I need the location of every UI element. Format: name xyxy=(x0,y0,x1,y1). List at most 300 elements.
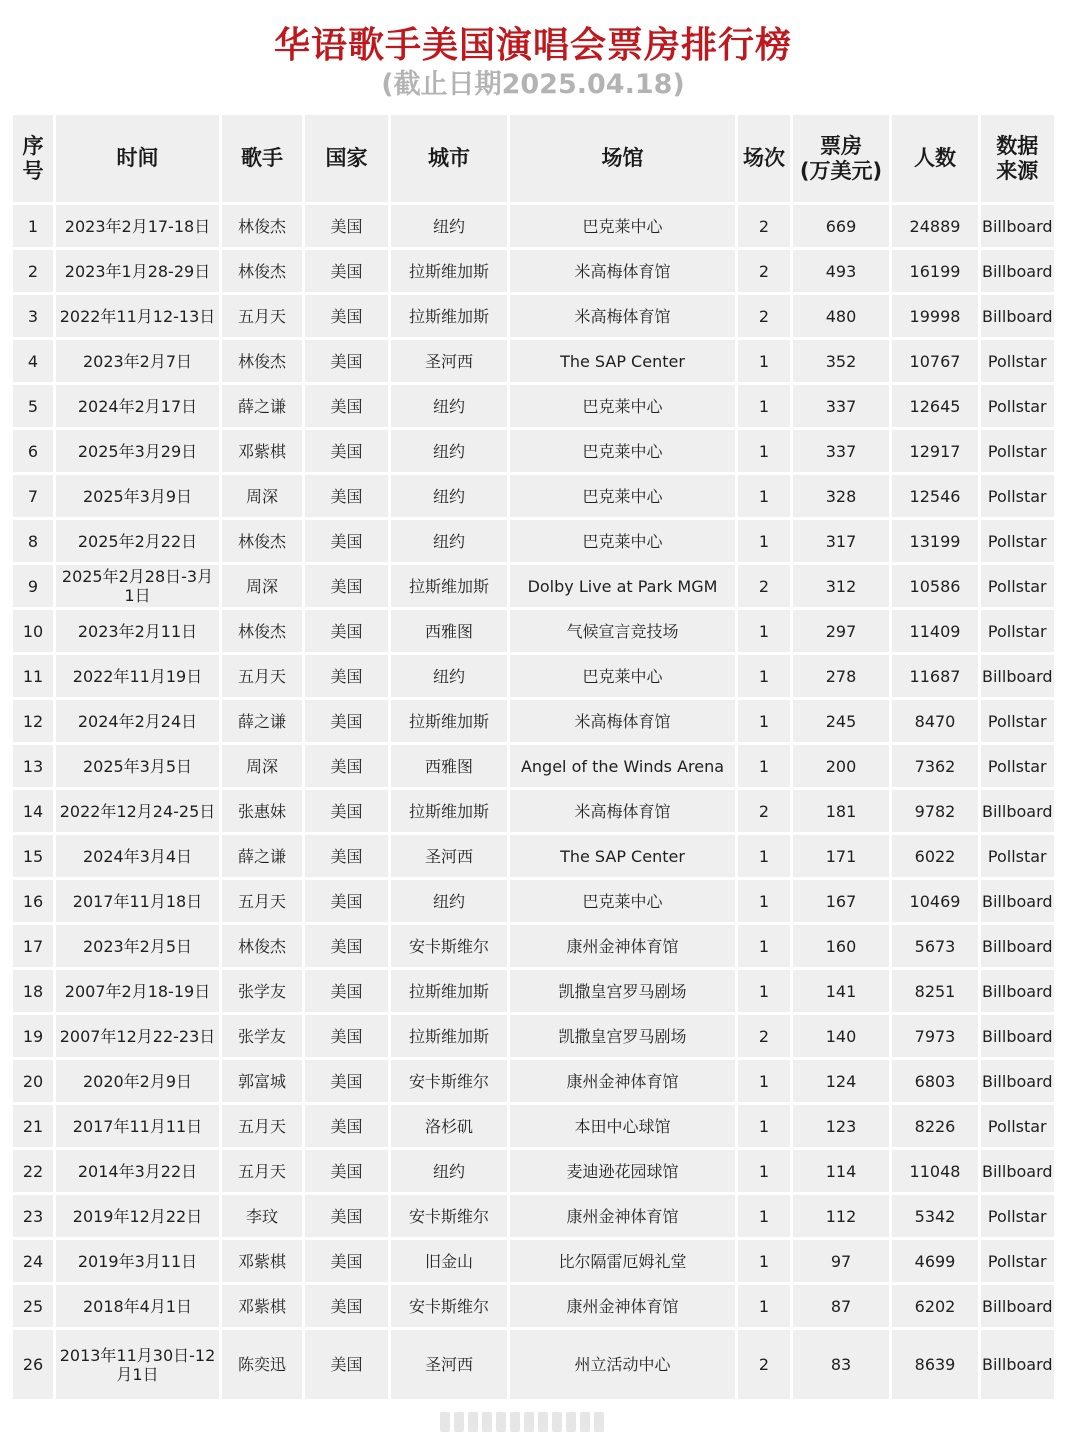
cell-attendance: 5673 xyxy=(892,925,978,967)
cell-source: Pollstar xyxy=(981,835,1054,877)
cell-index: 25 xyxy=(13,1285,53,1327)
cell-shows: 1 xyxy=(738,835,790,877)
cell-attendance: 6022 xyxy=(892,835,978,877)
cell-source: Pollstar xyxy=(981,1240,1054,1282)
cell-index: 17 xyxy=(13,925,53,967)
table-row xyxy=(13,655,1054,697)
cell-shows: 1 xyxy=(738,340,790,382)
cell-date: 2023年2月17-18日 xyxy=(56,205,219,247)
cell-index: 2 xyxy=(13,250,53,292)
cell-venue: Dolby Live at Park MGM xyxy=(510,565,735,607)
cell-gross: 312 xyxy=(793,565,889,607)
cell-venue: The SAP Center xyxy=(510,340,735,382)
cell-city: 纽约 xyxy=(391,520,507,562)
cell-date: 2023年2月7日 xyxy=(56,340,219,382)
cell-country: 美国 xyxy=(305,970,388,1012)
cell-date: 2024年2月17日 xyxy=(56,385,219,427)
cell-date: 2022年12月24-25日 xyxy=(56,790,219,832)
cell-index: 4 xyxy=(13,340,53,382)
cell-country: 美国 xyxy=(305,1195,388,1237)
cell-singer: 郭富城 xyxy=(222,1060,302,1102)
cell-country: 美国 xyxy=(305,610,388,652)
cell-date: 2013年11月30日-12月1日 xyxy=(56,1330,219,1399)
cell-gross: 171 xyxy=(793,835,889,877)
cell-attendance: 10767 xyxy=(892,340,978,382)
cell-shows: 2 xyxy=(738,295,790,337)
cell-shows: 1 xyxy=(738,880,790,922)
cell-singer: 五月天 xyxy=(222,1150,302,1192)
cell-city: 旧金山 xyxy=(391,1240,507,1282)
cell-country: 美国 xyxy=(305,520,388,562)
cell-singer: 张学友 xyxy=(222,1015,302,1057)
header-gross: 票房 (万美元) xyxy=(793,115,889,202)
cell-shows: 1 xyxy=(738,1195,790,1237)
cell-date: 2024年2月24日 xyxy=(56,700,219,742)
cell-source: Billboard xyxy=(981,1060,1054,1102)
cell-shows: 1 xyxy=(738,925,790,967)
cell-city: 纽约 xyxy=(391,430,507,472)
table-row xyxy=(13,1015,1054,1057)
cell-source: Billboard xyxy=(981,1015,1054,1057)
cell-city: 纽约 xyxy=(391,205,507,247)
table-row xyxy=(13,340,1054,382)
cell-index: 3 xyxy=(13,295,53,337)
cell-date: 2025年3月9日 xyxy=(56,475,219,517)
cell-attendance: 6202 xyxy=(892,1285,978,1327)
table-row xyxy=(13,1240,1054,1282)
header-attendance: 人数 xyxy=(892,115,978,202)
cell-venue: 巴克莱中心 xyxy=(510,520,735,562)
cell-country: 美国 xyxy=(305,655,388,697)
cell-source: Pollstar xyxy=(981,610,1054,652)
cell-venue: 康州金神体育馆 xyxy=(510,1060,735,1102)
cell-shows: 1 xyxy=(738,385,790,427)
cell-city: 洛杉矶 xyxy=(391,1105,507,1147)
cell-index: 15 xyxy=(13,835,53,877)
cell-date: 2018年4月1日 xyxy=(56,1285,219,1327)
cell-source: Pollstar xyxy=(981,745,1054,787)
cell-index: 1 xyxy=(13,205,53,247)
cell-source: Billboard xyxy=(981,655,1054,697)
cell-venue: 米高梅体育馆 xyxy=(510,295,735,337)
cell-shows: 2 xyxy=(738,1015,790,1057)
table-row xyxy=(13,790,1054,832)
cell-date: 2017年11月11日 xyxy=(56,1105,219,1147)
cell-date: 2023年2月5日 xyxy=(56,925,219,967)
cell-date: 2025年2月28日-3月1日 xyxy=(56,565,219,607)
cell-gross: 140 xyxy=(793,1015,889,1057)
cell-source: Billboard xyxy=(981,205,1054,247)
cell-venue: 巴克莱中心 xyxy=(510,385,735,427)
cell-date: 2022年11月19日 xyxy=(56,655,219,697)
cell-city: 纽约 xyxy=(391,1150,507,1192)
cell-shows: 1 xyxy=(738,520,790,562)
cell-country: 美国 xyxy=(305,1285,388,1327)
table-row xyxy=(13,205,1054,247)
cell-country: 美国 xyxy=(305,250,388,292)
cell-gross: 352 xyxy=(793,340,889,382)
cell-singer: 张学友 xyxy=(222,970,302,1012)
cell-shows: 1 xyxy=(738,745,790,787)
cell-city: 安卡斯维尔 xyxy=(391,1060,507,1102)
cell-source: Billboard xyxy=(981,295,1054,337)
cell-attendance: 4699 xyxy=(892,1240,978,1282)
cell-city: 圣河西 xyxy=(391,340,507,382)
cell-country: 美国 xyxy=(305,880,388,922)
cell-venue: 康州金神体育馆 xyxy=(510,925,735,967)
cell-gross: 337 xyxy=(793,385,889,427)
cell-attendance: 13199 xyxy=(892,520,978,562)
cell-index: 16 xyxy=(13,880,53,922)
cell-venue: 麦迪逊花园球馆 xyxy=(510,1150,735,1192)
cell-index: 22 xyxy=(13,1150,53,1192)
cell-singer: 五月天 xyxy=(222,1105,302,1147)
header-venue: 场馆 xyxy=(510,115,735,202)
cell-attendance: 7362 xyxy=(892,745,978,787)
cell-singer: 五月天 xyxy=(222,295,302,337)
cell-singer: 林俊杰 xyxy=(222,610,302,652)
cell-attendance: 11409 xyxy=(892,610,978,652)
cell-attendance: 6803 xyxy=(892,1060,978,1102)
cell-attendance: 12546 xyxy=(892,475,978,517)
cell-index: 11 xyxy=(13,655,53,697)
cell-singer: 林俊杰 xyxy=(222,250,302,292)
cell-attendance: 7973 xyxy=(892,1015,978,1057)
box-office-table xyxy=(10,112,1057,1402)
table-row xyxy=(13,745,1054,787)
cell-shows: 1 xyxy=(738,970,790,1012)
table-row xyxy=(13,565,1054,607)
cell-country: 美国 xyxy=(305,205,388,247)
cell-gross: 669 xyxy=(793,205,889,247)
cell-shows: 1 xyxy=(738,610,790,652)
cell-attendance: 8470 xyxy=(892,700,978,742)
cell-shows: 1 xyxy=(738,1060,790,1102)
table-row xyxy=(13,835,1054,877)
cell-shows: 2 xyxy=(738,1330,790,1399)
cell-shows: 1 xyxy=(738,475,790,517)
cell-attendance: 16199 xyxy=(892,250,978,292)
cell-city: 安卡斯维尔 xyxy=(391,1285,507,1327)
cell-city: 纽约 xyxy=(391,880,507,922)
cell-source: Billboard xyxy=(981,1150,1054,1192)
cell-singer: 薛之谦 xyxy=(222,700,302,742)
cell-index: 23 xyxy=(13,1195,53,1237)
cell-gross: 245 xyxy=(793,700,889,742)
cell-singer: 林俊杰 xyxy=(222,205,302,247)
table-header-row xyxy=(13,115,1054,202)
cell-venue: 米高梅体育馆 xyxy=(510,250,735,292)
cell-venue: 康州金神体育馆 xyxy=(510,1195,735,1237)
cell-date: 2007年2月18-19日 xyxy=(56,970,219,1012)
cell-shows: 2 xyxy=(738,250,790,292)
cell-country: 美国 xyxy=(305,1330,388,1399)
cell-gross: 160 xyxy=(793,925,889,967)
cell-attendance: 8639 xyxy=(892,1330,978,1399)
cell-gross: 337 xyxy=(793,430,889,472)
cell-attendance: 10586 xyxy=(892,565,978,607)
cell-venue: 巴克莱中心 xyxy=(510,475,735,517)
cell-source: Billboard xyxy=(981,925,1054,967)
cell-attendance: 24889 xyxy=(892,205,978,247)
cell-source: Pollstar xyxy=(981,385,1054,427)
cell-index: 9 xyxy=(13,565,53,607)
cell-index: 21 xyxy=(13,1105,53,1147)
cell-index: 7 xyxy=(13,475,53,517)
cell-gross: 278 xyxy=(793,655,889,697)
cell-source: Billboard xyxy=(981,790,1054,832)
watermark-bar xyxy=(440,1412,630,1434)
cell-country: 美国 xyxy=(305,430,388,472)
cell-gross: 167 xyxy=(793,880,889,922)
cell-attendance: 11687 xyxy=(892,655,978,697)
table-row xyxy=(13,700,1054,742)
cell-gross: 480 xyxy=(793,295,889,337)
cell-shows: 1 xyxy=(738,1150,790,1192)
cell-shows: 1 xyxy=(738,1240,790,1282)
table-row xyxy=(13,1060,1054,1102)
cell-venue: 米高梅体育馆 xyxy=(510,790,735,832)
cell-shows: 2 xyxy=(738,790,790,832)
table-row xyxy=(13,1105,1054,1147)
header-index: 序号 xyxy=(13,115,53,202)
cell-gross: 83 xyxy=(793,1330,889,1399)
cell-source: Billboard xyxy=(981,1330,1054,1399)
cell-source: Pollstar xyxy=(981,700,1054,742)
table-row xyxy=(13,385,1054,427)
cell-source: Pollstar xyxy=(981,340,1054,382)
cell-gross: 112 xyxy=(793,1195,889,1237)
table-row xyxy=(13,430,1054,472)
cell-city: 拉斯维加斯 xyxy=(391,700,507,742)
cell-source: Pollstar xyxy=(981,565,1054,607)
header-city: 城市 xyxy=(391,115,507,202)
header-country: 国家 xyxy=(305,115,388,202)
cell-country: 美国 xyxy=(305,835,388,877)
cell-shows: 2 xyxy=(738,205,790,247)
cell-date: 2025年3月29日 xyxy=(56,430,219,472)
header-source: 数据 来源 xyxy=(981,115,1054,202)
cell-source: Billboard xyxy=(981,1285,1054,1327)
cell-source: Billboard xyxy=(981,250,1054,292)
cell-gross: 200 xyxy=(793,745,889,787)
cell-city: 拉斯维加斯 xyxy=(391,1015,507,1057)
cell-venue: 凯撒皇宫罗马剧场 xyxy=(510,970,735,1012)
cell-city: 圣河西 xyxy=(391,1330,507,1399)
cell-country: 美国 xyxy=(305,745,388,787)
cell-attendance: 8226 xyxy=(892,1105,978,1147)
cell-venue: The SAP Center xyxy=(510,835,735,877)
cell-attendance: 9782 xyxy=(892,790,978,832)
cell-gross: 317 xyxy=(793,520,889,562)
cell-city: 拉斯维加斯 xyxy=(391,565,507,607)
cell-shows: 1 xyxy=(738,430,790,472)
cell-attendance: 8251 xyxy=(892,970,978,1012)
cell-singer: 五月天 xyxy=(222,880,302,922)
cell-country: 美国 xyxy=(305,700,388,742)
cell-country: 美国 xyxy=(305,1240,388,1282)
table-row xyxy=(13,1195,1054,1237)
cell-venue: 康州金神体育馆 xyxy=(510,1285,735,1327)
cell-shows: 1 xyxy=(738,655,790,697)
cell-gross: 124 xyxy=(793,1060,889,1102)
cell-source: Pollstar xyxy=(981,1105,1054,1147)
cell-gross: 123 xyxy=(793,1105,889,1147)
cell-date: 2023年1月28-29日 xyxy=(56,250,219,292)
cell-singer: 周深 xyxy=(222,475,302,517)
cell-date: 2025年3月5日 xyxy=(56,745,219,787)
page-title: 华语歌手美国演唱会票房排行榜 xyxy=(273,25,792,66)
cell-city: 圣河西 xyxy=(391,835,507,877)
table-row xyxy=(13,1150,1054,1192)
cell-date: 2025年2月22日 xyxy=(56,520,219,562)
cell-city: 拉斯维加斯 xyxy=(391,250,507,292)
table-row xyxy=(13,250,1054,292)
cell-gross: 297 xyxy=(793,610,889,652)
cell-attendance: 12645 xyxy=(892,385,978,427)
cell-index: 20 xyxy=(13,1060,53,1102)
cell-country: 美国 xyxy=(305,1105,388,1147)
cell-country: 美国 xyxy=(305,790,388,832)
cell-source: Billboard xyxy=(981,880,1054,922)
cell-gross: 328 xyxy=(793,475,889,517)
page-subtitle: (截止日期2025.04.18) xyxy=(381,69,685,100)
cell-singer: 薛之谦 xyxy=(222,835,302,877)
cell-shows: 1 xyxy=(738,1285,790,1327)
cell-index: 13 xyxy=(13,745,53,787)
cell-index: 14 xyxy=(13,790,53,832)
cell-source: Pollstar xyxy=(981,475,1054,517)
cell-country: 美国 xyxy=(305,1015,388,1057)
cell-date: 2024年3月4日 xyxy=(56,835,219,877)
cell-gross: 181 xyxy=(793,790,889,832)
cell-singer: 张惠妹 xyxy=(222,790,302,832)
cell-index: 26 xyxy=(13,1330,53,1399)
cell-attendance: 11048 xyxy=(892,1150,978,1192)
cell-city: 拉斯维加斯 xyxy=(391,790,507,832)
cell-source: Pollstar xyxy=(981,520,1054,562)
table-row xyxy=(13,520,1054,562)
cell-date: 2019年12月22日 xyxy=(56,1195,219,1237)
cell-date: 2022年11月12-13日 xyxy=(56,295,219,337)
table-body xyxy=(13,205,1054,1399)
cell-city: 拉斯维加斯 xyxy=(391,970,507,1012)
cell-singer: 薛之谦 xyxy=(222,385,302,427)
cell-singer: 邓紫棋 xyxy=(222,430,302,472)
cell-source: Pollstar xyxy=(981,1195,1054,1237)
cell-singer: 李玟 xyxy=(222,1195,302,1237)
cell-gross: 141 xyxy=(793,970,889,1012)
cell-singer: 周深 xyxy=(222,565,302,607)
cell-city: 纽约 xyxy=(391,655,507,697)
cell-attendance: 5342 xyxy=(892,1195,978,1237)
cell-index: 12 xyxy=(13,700,53,742)
cell-country: 美国 xyxy=(305,340,388,382)
cell-gross: 493 xyxy=(793,250,889,292)
cell-index: 18 xyxy=(13,970,53,1012)
cell-venue: 州立活动中心 xyxy=(510,1330,735,1399)
cell-venue: 凯撒皇宫罗马剧场 xyxy=(510,1015,735,1057)
cell-venue: 巴克莱中心 xyxy=(510,205,735,247)
cell-city: 安卡斯维尔 xyxy=(391,1195,507,1237)
table-row xyxy=(13,1330,1054,1399)
cell-date: 2020年2月9日 xyxy=(56,1060,219,1102)
cell-city: 拉斯维加斯 xyxy=(391,295,507,337)
cell-singer: 陈奕迅 xyxy=(222,1330,302,1399)
cell-singer: 林俊杰 xyxy=(222,520,302,562)
cell-source: Pollstar xyxy=(981,430,1054,472)
header-singer: 歌手 xyxy=(222,115,302,202)
cell-date: 2017年11月18日 xyxy=(56,880,219,922)
cell-country: 美国 xyxy=(305,385,388,427)
cell-venue: 巴克莱中心 xyxy=(510,655,735,697)
cell-gross: 114 xyxy=(793,1150,889,1192)
cell-singer: 周深 xyxy=(222,745,302,787)
cell-date: 2019年3月11日 xyxy=(56,1240,219,1282)
cell-shows: 1 xyxy=(738,1105,790,1147)
cell-country: 美国 xyxy=(305,925,388,967)
cell-city: 西雅图 xyxy=(391,745,507,787)
cell-country: 美国 xyxy=(305,475,388,517)
table-row xyxy=(13,475,1054,517)
cell-country: 美国 xyxy=(305,1150,388,1192)
cell-city: 西雅图 xyxy=(391,610,507,652)
cell-gross: 87 xyxy=(793,1285,889,1327)
cell-venue: 气候宣言竞技场 xyxy=(510,610,735,652)
cell-attendance: 19998 xyxy=(892,295,978,337)
cell-venue: 比尔隔雷厄姆礼堂 xyxy=(510,1240,735,1282)
cell-singer: 林俊杰 xyxy=(222,340,302,382)
cell-country: 美国 xyxy=(305,1060,388,1102)
cell-attendance: 10469 xyxy=(892,880,978,922)
cell-venue: 巴克莱中心 xyxy=(510,430,735,472)
cell-index: 6 xyxy=(13,430,53,472)
cell-index: 10 xyxy=(13,610,53,652)
cell-source: Billboard xyxy=(981,970,1054,1012)
cell-date: 2023年2月11日 xyxy=(56,610,219,652)
cell-city: 纽约 xyxy=(391,385,507,427)
cell-gross: 97 xyxy=(793,1240,889,1282)
header-shows: 场次 xyxy=(738,115,790,202)
cell-shows: 2 xyxy=(738,565,790,607)
header-date: 时间 xyxy=(56,115,219,202)
cell-venue: 米高梅体育馆 xyxy=(510,700,735,742)
cell-venue: 本田中心球馆 xyxy=(510,1105,735,1147)
table-row xyxy=(13,925,1054,967)
cell-singer: 林俊杰 xyxy=(222,925,302,967)
cell-country: 美国 xyxy=(305,295,388,337)
cell-attendance: 12917 xyxy=(892,430,978,472)
cell-country: 美国 xyxy=(305,565,388,607)
cell-index: 8 xyxy=(13,520,53,562)
cell-venue: 巴克莱中心 xyxy=(510,880,735,922)
table-row xyxy=(13,295,1054,337)
cell-index: 19 xyxy=(13,1015,53,1057)
cell-date: 2007年12月22-23日 xyxy=(56,1015,219,1057)
cell-date: 2014年3月22日 xyxy=(56,1150,219,1192)
cell-singer: 邓紫棋 xyxy=(222,1285,302,1327)
cell-index: 5 xyxy=(13,385,53,427)
cell-index: 24 xyxy=(13,1240,53,1282)
cell-singer: 邓紫棋 xyxy=(222,1240,302,1282)
table-row xyxy=(13,1285,1054,1327)
cell-city: 纽约 xyxy=(391,475,507,517)
cell-city: 安卡斯维尔 xyxy=(391,925,507,967)
cell-venue: Angel of the Winds Arena xyxy=(510,745,735,787)
table-row xyxy=(13,970,1054,1012)
cell-singer: 五月天 xyxy=(222,655,302,697)
table-row xyxy=(13,610,1054,652)
